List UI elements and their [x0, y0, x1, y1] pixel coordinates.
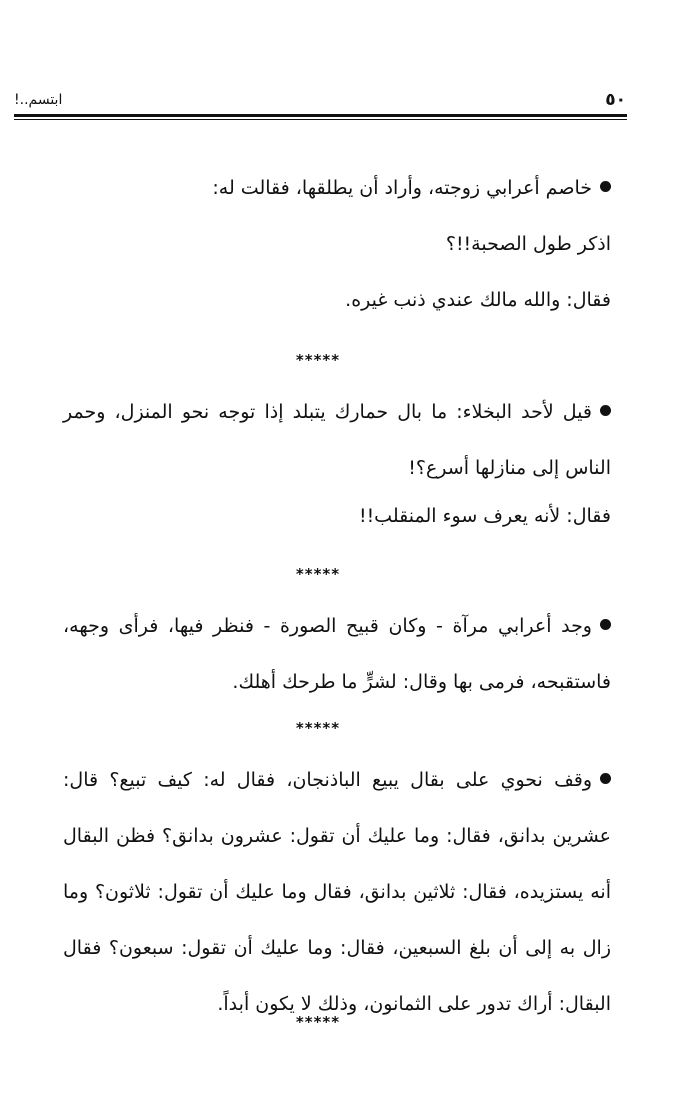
running-title: ابتسم..! — [14, 92, 63, 108]
page-number: ٥٠ — [605, 90, 626, 110]
anecdote-text: وقف نحوي على بقال يبيع الباذنجان، فقال له: كيف تبيع؟ قال: عشرين بدانق، فقال: وما عليك أن تقول: عشرون بدانق؟ فظن البقال أنه يستزيده، فقال: ثلاثين بدانق، فقال وما عليك أن تقول: ثلاثون؟ وما زال به إلى أن بلغ السبعين، فقال: وما عليك أن تقول: سبعون؟ فقال البقال: أراك تدور على الثمانون، وذلك لا يكون أبداً. — [63, 769, 611, 1015]
anecdote-3-paragraph — [63, 598, 611, 710]
header-rule-thin — [14, 119, 627, 120]
bullet-icon — [600, 405, 611, 416]
page-header — [14, 84, 626, 114]
bullet-icon — [600, 773, 611, 784]
section-separator: ***** — [295, 565, 341, 583]
anecdote-text: اذكر طول الصحبة!!؟ — [445, 233, 611, 255]
bullet-icon — [600, 181, 611, 192]
bullet-icon — [600, 619, 611, 630]
anecdote-1-line-3 — [63, 272, 611, 328]
section-separator: ***** — [295, 1013, 341, 1031]
anecdote-text: قيل لأحد البخلاء: ما بال حمارك يتبلد إذا توجه نحو المنزل، وحمر الناس إلى منازلها أسرع؟! — [63, 401, 611, 479]
anecdote-2-reply — [63, 488, 611, 544]
anecdote-text: فقال: والله مالك عندي ذنب غيره. — [345, 289, 611, 311]
anecdote-4-paragraph — [63, 752, 611, 1032]
anecdote-1-line-1 — [63, 160, 611, 216]
section-separator: ***** — [295, 719, 341, 737]
header-rule-thick — [14, 114, 627, 117]
anecdote-1-line-2 — [63, 216, 611, 272]
section-separator: ***** — [295, 351, 341, 369]
anecdote-text: خاصم أعرابي زوجته، وأراد أن يطلقها، فقالت له: — [212, 177, 592, 199]
anecdote-text: وجد أعرابي مرآة - وكان قبيح الصورة - فنظر فيها، فرأى وجهه، فاستقبحه، فرمى بها وقال: لشرٍّ ما طرحك أهلك. — [63, 615, 611, 693]
anecdote-2-paragraph — [63, 384, 611, 496]
anecdote-text: فقال: لأنه يعرف سوء المنقلب!! — [358, 505, 611, 527]
